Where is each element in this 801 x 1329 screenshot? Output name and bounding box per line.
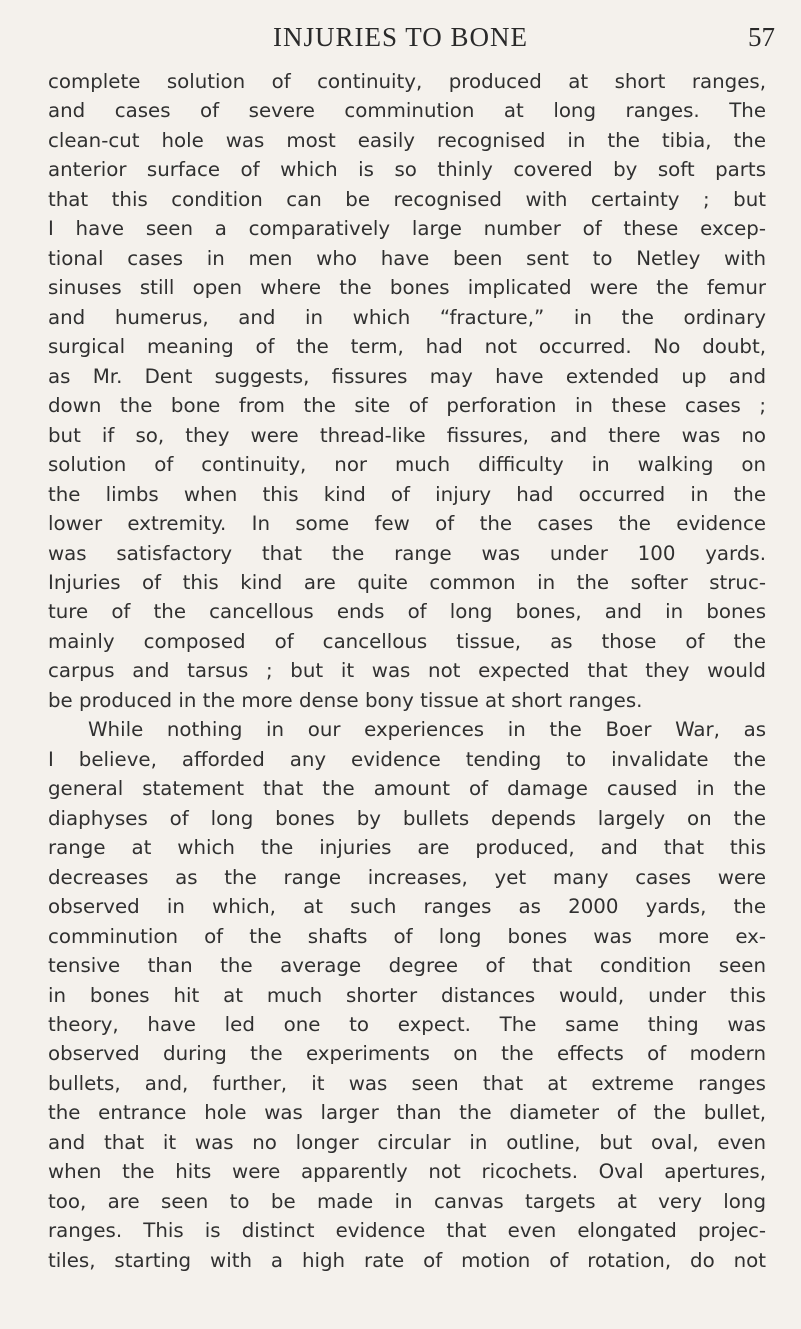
text-line: ranges. This is distinct evidence that even elongated projec-: [48, 1219, 766, 1243]
text-line: be produced in the more dense bony tissue at short ranges.: [48, 688, 643, 712]
paragraph-first-line: While nothing in our experiences in the Boer War, as: [88, 718, 766, 742]
text-line: Injuries of this kind are quite common in the softer struc-: [48, 570, 766, 594]
text-line: clean-cut hole was most easily recognised in the tibia, the: [48, 128, 766, 152]
text-line: range at which the injuries are produced, and that this: [48, 836, 766, 860]
text-line: decreases as the range increases, yet many cases were: [48, 865, 766, 889]
text-line: the limbs when this kind of injury had occurred in the: [48, 482, 766, 506]
text-line: anterior surface of which is so thinly covered by soft parts: [48, 158, 766, 182]
text-line: but if so, they were thread-like fissures, and there was no: [48, 423, 766, 447]
text-line: when the hits were apparently not ricochets. Oval apertures,: [48, 1160, 766, 1184]
text-line: tensive than the average degree of that condition seen: [48, 954, 766, 978]
text-line: complete solution of continuity, produced at short ranges,: [48, 70, 766, 93]
body-text: [48, 67, 766, 1275]
text-line: I have seen a comparatively large number of these excep-: [48, 217, 766, 241]
text-line: as Mr. Dent suggests, fissures may have extended up and: [48, 364, 766, 388]
text-line: tiles, starting with a high rate of motion of rotation, do not: [48, 1248, 766, 1272]
text-line: bullets, and, further, it was seen that at extreme ranges: [48, 1071, 766, 1095]
text-line: was satisfactory that the range was under 100 yards.: [48, 541, 766, 565]
text-line: down the bone from the site of perforation in these cases ;: [48, 394, 766, 418]
text-line: diaphyses of long bones by bullets depends largely on the: [48, 806, 766, 830]
text-line: solution of continuity, nor much difficulty in walking on: [48, 453, 766, 477]
text-line: lower extremity. In some few of the cases the evidence: [48, 512, 766, 536]
text-line: sinuses still open where the bones implicated were the femur: [48, 276, 766, 300]
text-line: surgical meaning of the term, had not occurred. No doubt,: [48, 335, 766, 359]
running-head: [0, 22, 801, 62]
text-line: in bones hit at much shorter distances would, under this: [48, 983, 766, 1007]
running-title: INJURIES TO BONE: [272, 22, 529, 52]
text-line: and cases of severe comminution at long ranges. The: [48, 99, 766, 123]
text-line: and humerus, and in which “fracture,” in the ordinary: [48, 305, 766, 329]
text-line: mainly composed of cancellous tissue, as those of the: [48, 629, 766, 653]
text-line: I believe, afforded any evidence tending to invalidate the: [48, 747, 766, 771]
text-line: observed in which, at such ranges as 2000 yards, the: [48, 895, 766, 919]
text-line: too, are seen to be made in canvas targets at very long: [48, 1189, 766, 1213]
text-line: the entrance hole was larger than the diameter of the bullet,: [48, 1101, 766, 1125]
text-line: that this condition can be recognised with certainty ; but: [48, 187, 766, 211]
text-line: theory, have led one to expect. The same thing was: [48, 1013, 766, 1036]
text-line: tional cases in men who have been sent to Netley with: [48, 246, 766, 270]
text-line: comminution of the shafts of long bones was more ex-: [48, 924, 766, 948]
text-line: observed during the experiments on the effects of modern: [48, 1042, 766, 1066]
text-line: general statement that the amount of damage caused in the: [48, 777, 766, 801]
text-line: carpus and tarsus ; but it was not expected that they would: [48, 659, 766, 683]
text-line: and that it was no longer circular in outline, but oval, even: [48, 1130, 766, 1154]
text-line: ture of the cancellous ends of long bones, and in bones: [48, 600, 766, 624]
page-number: 57: [748, 22, 775, 52]
